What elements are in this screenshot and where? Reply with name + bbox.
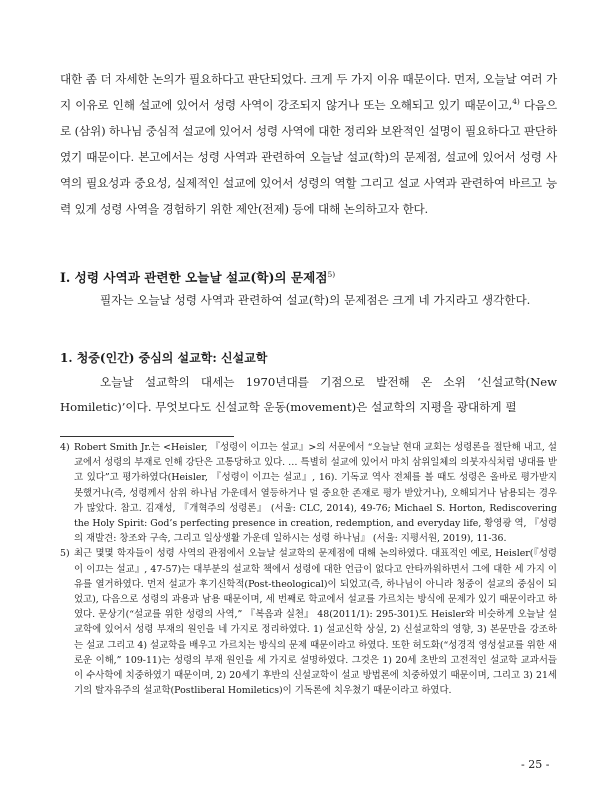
footnote-divider <box>60 436 234 437</box>
footnote-ref-4[interactable]: 4) <box>512 97 520 107</box>
intro-paragraph <box>60 66 557 222</box>
footnotes-list <box>60 440 557 698</box>
subsection-heading: 1. 청중(인간) 중심의 설교학: 신설교학 <box>60 351 268 365</box>
footnote-number: 4) <box>60 442 70 453</box>
intro-text-part1: 대한 좀 더 자세한 논의가 필요하다고 판단되었다. 크게 두 가지 이유 때문이다. 먼저, 오늘날 여러 가지 이유로 인해 설교에 있어서 성령 사역이 강조되지 않거나 또는 오해되고 있기 때문이고, <box>60 72 557 112</box>
footnote-ref-5[interactable]: 5) <box>327 269 336 279</box>
section-body-paragraph: 필자는 오늘날 성령 사역과 관련하여 설교(학)의 문제점은 크게 네 가지라고 생각한다. <box>100 293 531 307</box>
footnote-text: Robert Smith Jr.는 <Heisler, 『성령이 이끄는 설교』>의 서문에서 “오늘날 현대 교회는 성령론을 절단해 내고, 설교에서 성령의 부재로 인해 강단은 고통당하고 있다. … 특별히 설교에 있어서 마치 삼위일체의 의붓자식처럼 냉대를 받고 있다”고 평가하였다(Heisler, 『성령이 이끄는 설교』, 16). 기독교 역사 전체를 볼 때도 성령은 올바로 평가받지 못했거나(즉, 성령께서 삼위 하나님 가운데서 열등하거나 덜 중요한 존재로 평가 받았거나), 오해되거나 남용되는 경우가 많았다. 참고. 김재성, 『개혁주의 성령론』 (서울: CLC, 2014), 49-76; Michael S. Horton, Rediscovering the Holy Spirit: God’s perfecting presence in creation, redemption, and everyday life, 황영광 역, 『성령의 재발견: 창조와 구속, 그리고 일상생활 가운데 일하시는 성령 하나님』 (서울: 지평서원, 2019), 11-36. <box>74 442 557 545</box>
intro-text-part2: 다음으로 (삼위) 하나님 중심적 설교에 있어서 성령 사역에 대한 정리와 보완적인 설명이 필요하다고 판단하였기 때문이다. 본고에서는 성령 사역과 관련하여 오늘날 설교(학)의 문제점, 설교에 있어서 성령 사역의 필요성과 중요성, 실제적인 설교에 있어서 성령의 역할 그리고 설교 사역과 관련하여 바르고 능력 있게 성령 사역을 경험하기 위한 제안(전제) 등에 대해 논의하고자 한다. <box>60 98 557 216</box>
page-number: - 25 - <box>521 758 550 771</box>
footnote-number: 5) <box>60 548 70 560</box>
section-heading <box>60 268 557 288</box>
subsection-body-paragraph: 오늘날 설교학의 대세는 1970년대를 기점으로 발전해 온 소위 ‘신설교학(New Homiletic)’이다. 무엇보다도 신설교학 운동(movement)은 설교학의 지평을 광대하게 펼 <box>60 375 557 414</box>
footnote-4 <box>60 440 557 546</box>
footnote-text: 최근 몇몇 학자들이 성령 사역의 관점에서 오늘날 설교학의 문제점에 대해 논의하였다. 대표적인 예로, Heisler(『성령이 이끄는 설교』, 47-57)는 대부분의 설교학 책에서 성령에 대한 언급이 없다고 안타까워하면서 그에 대한 세 가지 이유를 열거하였다. 먼저 설교가 후기신학적(Post-theological)이 되었고(즉, 하나님이 아니라 청중이 설교의 중심이 되었고), 다음으로 성령의 과용과 남용 때문이며, 세 번째로 학교에서 설교를 가르치는 방식에 문제가 있기 때문이라고 하였다. 문상기(“설교를 위한 성령의 사역,” 『복음과 실천』 48(2011/1): 295-301)도 Heisler와 비슷하게 오늘날 설교학에 있어서 성령 부재의 원인을 네 가지로 정리하였다. 1) 설교신학 상실, 2) 신설교학의 영향, 3) 본문만을 강조하는 설교 그리고 4) 설교학을 배우고 가르치는 방식의 문제 때문이라고 하였다. 또한 허도화(“성경적 영성설교를 위한 새로운 이해,” 109-11)는 성령의 부재 원인을 세 가지로 설명하였다. 그것은 1) 20세 초반의 고전적인 설교학 교과서들이 수사학에 치중하였기 때문이며, 2) 20세기 후반의 신설교학이 설교 방법론에 치중하였기 때문이며, 그리고 3) 21세기의 탈자유주의 설교학(Postliberal Homiletics)이 기독론에 치우쳤기 때문이라고 하였다. <box>74 548 557 697</box>
footnote-5 <box>60 546 557 698</box>
section-heading-text: I. 성령 사역과 관련한 오늘날 설교(학)의 문제점 <box>60 270 328 285</box>
